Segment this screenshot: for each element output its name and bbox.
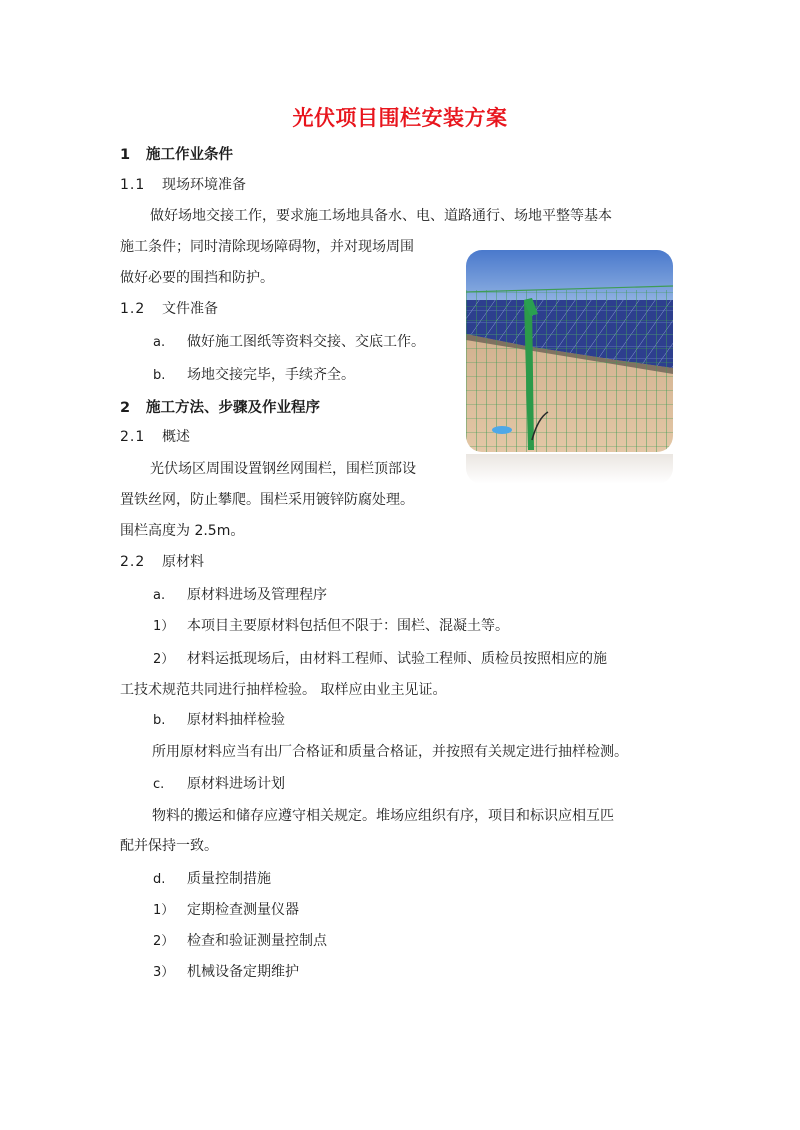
- subsection-number: 1.1: [120, 177, 146, 193]
- subsection-number: 2.2: [120, 554, 146, 570]
- figure-solar-fence-photo: [466, 250, 673, 452]
- subsection-heading-1-2: [120, 299, 218, 319]
- paragraph-line: 所用原材料应当有出厂合格证和质量合格证，并按照有关规定进行抽样检测。: [152, 744, 628, 760]
- subsection-heading-1-1: [120, 175, 246, 195]
- list-item-text: 材料运抵现场后，由材料工程师、试验工程师、质检员按照相应的施: [187, 651, 607, 667]
- list-item: [153, 616, 509, 637]
- list-heading-text: 原材料进场计划: [187, 776, 285, 792]
- list-marker: 1）: [153, 619, 175, 634]
- subsection-number: 1.2: [120, 301, 146, 317]
- list-marker: a.: [153, 335, 166, 350]
- list-marker: a.: [153, 588, 166, 603]
- paragraph-line: 做好场地交接工作，要求施工场地具备水、电、道路通行、场地平整等基本: [150, 208, 612, 224]
- list-marker: c.: [153, 777, 165, 792]
- list-marker: 3）: [153, 965, 175, 980]
- list-marker: 1）: [153, 903, 175, 918]
- subsection-heading-2-2: [120, 552, 204, 572]
- list-item-continuation: 工技术规范共同进行抽样检验。 取样应由业主见证。: [120, 682, 447, 698]
- list-heading-b: [153, 710, 285, 731]
- list-marker: d.: [153, 872, 166, 887]
- paragraph-line: 做好必要的围挡和防护。: [120, 270, 274, 286]
- subsection-number: 2.1: [120, 429, 146, 445]
- list-heading-a: [153, 585, 327, 606]
- section-number: 2: [120, 400, 131, 416]
- list-item: [153, 931, 327, 952]
- list-marker: b.: [153, 713, 166, 728]
- subsection-heading-text: 概述: [162, 429, 190, 445]
- list-item-text: 做好施工图纸等资料交接、交底工作。: [187, 334, 425, 350]
- paragraph-line: 施工条件；同时清除现场障碍物，并对现场周围: [120, 239, 414, 255]
- list-heading-text: 原材料抽样检验: [187, 712, 285, 728]
- section-heading-text: 施工方法、步骤及作业程序: [146, 400, 320, 416]
- paragraph-line: 置铁丝网，防止攀爬。围栏采用镀锌防腐处理。: [120, 492, 414, 508]
- paragraph-line: 物料的搬运和储存应遵守相关规定。堆场应组织有序，项目和标识应相互匹: [152, 808, 614, 824]
- paragraph-line: 围栏高度为 2.5m。: [120, 523, 245, 539]
- section-heading-2: [120, 398, 320, 418]
- subsection-heading-text: 原材料: [162, 554, 204, 570]
- paragraph-line: 光伏场区周围设置钢丝网围栏，围栏顶部设: [150, 461, 416, 477]
- section-heading-text: 施工作业条件: [146, 147, 233, 163]
- list-item: [153, 365, 355, 386]
- photo-reflection: [466, 454, 673, 484]
- list-marker: b.: [153, 368, 166, 383]
- list-item-text: 本项目主要原材料包括但不限于：围栏、混凝土等。: [187, 618, 509, 634]
- list-marker: 2）: [153, 652, 175, 667]
- list-item: [153, 962, 299, 983]
- subsection-heading-text: 文件准备: [162, 301, 218, 317]
- list-item: [153, 900, 299, 921]
- list-item-text: 机械设备定期维护: [187, 964, 299, 980]
- list-heading-text: 质量控制措施: [187, 871, 271, 887]
- section-number: 1: [120, 147, 131, 163]
- subsection-heading-2-1: [120, 427, 190, 447]
- document-title: 光伏项目围栏安装方案: [292, 106, 508, 130]
- paragraph-line: 配并保持一致。: [120, 838, 218, 854]
- list-heading-d: [153, 869, 271, 890]
- list-marker: 2）: [153, 934, 175, 949]
- list-item-text: 定期检查测量仪器: [187, 902, 299, 918]
- list-item: [153, 332, 425, 353]
- list-item-text: 场地交接完毕，手续齐全。: [187, 367, 355, 383]
- list-heading-text: 原材料进场及管理程序: [187, 587, 327, 603]
- list-item-text: 检查和验证测量控制点: [187, 933, 327, 949]
- subsection-heading-text: 现场环境准备: [162, 177, 246, 193]
- list-item: [153, 649, 607, 670]
- section-heading-1: [120, 145, 233, 165]
- list-heading-c: [153, 774, 285, 795]
- photo-image: [466, 250, 673, 452]
